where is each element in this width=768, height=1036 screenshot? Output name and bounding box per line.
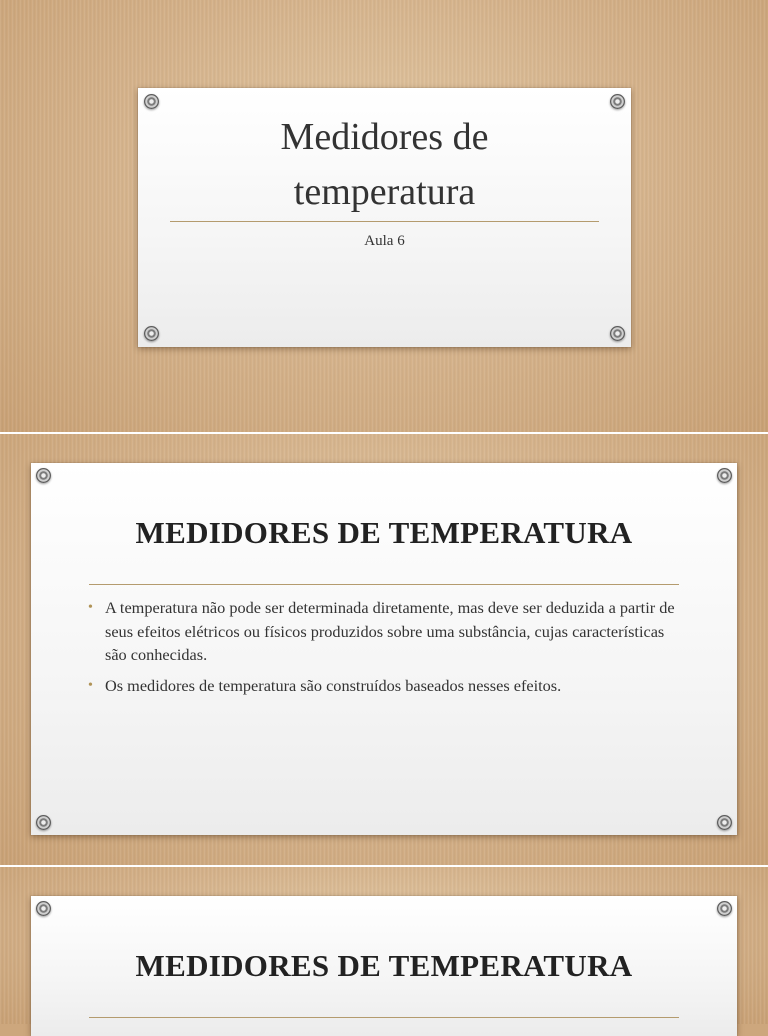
bullet-list bbox=[88, 596, 679, 704]
title-rule bbox=[170, 221, 599, 222]
slide-heading: MEDIDORES DE TEMPERATURA bbox=[135, 948, 633, 983]
content-slide-card bbox=[31, 463, 737, 835]
list-item bbox=[88, 596, 679, 667]
rivet-icon bbox=[717, 815, 732, 830]
list-item bbox=[88, 674, 679, 698]
bullet-dot-icon: • bbox=[88, 600, 93, 615]
heading-rule bbox=[89, 584, 679, 585]
rivet-icon bbox=[36, 815, 51, 830]
presentation-subtitle: Aula 6 bbox=[364, 233, 405, 249]
bullet-text: A temperatura não pode ser determinada diretamente, mas deve ser deduzida a partir de seus efeitos elétricos ou físicos produzidos sobre uma substância, cujas características são conhecidas. bbox=[105, 598, 675, 664]
rivet-icon bbox=[144, 94, 159, 109]
rivet-icon bbox=[717, 468, 732, 483]
rivet-icon bbox=[717, 901, 732, 916]
rivet-icon bbox=[144, 326, 159, 341]
rivet-icon bbox=[610, 326, 625, 341]
content-slide-card bbox=[31, 896, 737, 1036]
bullet-text: Os medidores de temperatura são construídos baseados nesses efeitos. bbox=[105, 675, 562, 695]
bullet-dot-icon: • bbox=[88, 677, 93, 693]
slide-heading: MEDIDORES DE TEMPERATURA bbox=[135, 515, 633, 550]
heading-rule bbox=[89, 1017, 679, 1018]
rivet-icon bbox=[36, 468, 51, 483]
title-slide-card bbox=[138, 88, 631, 347]
rivet-icon bbox=[36, 901, 51, 916]
rivet-icon bbox=[610, 94, 625, 109]
presentation-title: Medidores de temperatura bbox=[280, 116, 489, 213]
